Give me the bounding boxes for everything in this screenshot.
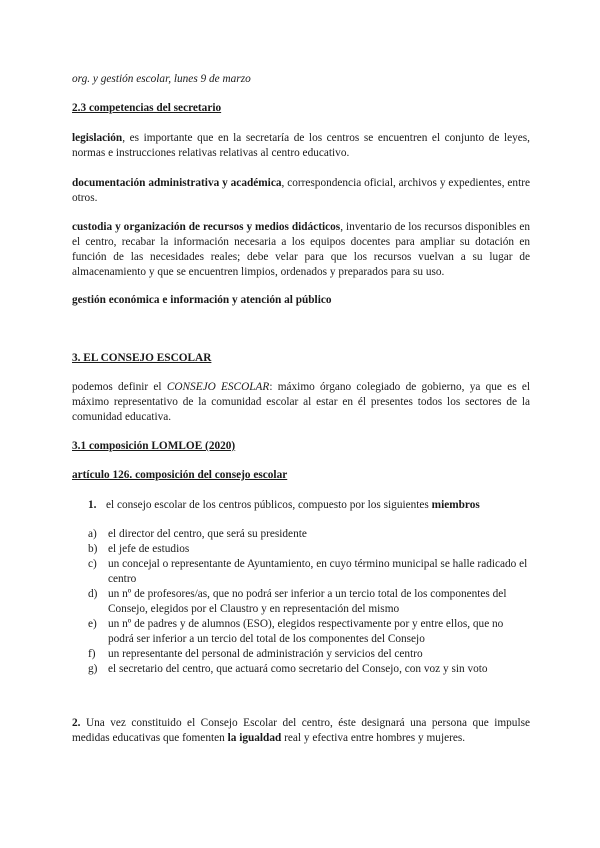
list-item: [88, 662, 528, 677]
paragraph-definicion: [72, 380, 530, 425]
page-header: org. y gestión escolar, lunes 9 de marzo: [72, 73, 251, 85]
list-item-label: b): [88, 543, 98, 555]
term-documentacion: documentación administrativa y académica: [72, 177, 282, 189]
members-list: [88, 527, 528, 677]
numbered-item-1: [88, 498, 528, 513]
paragraph-gestion: [72, 293, 530, 308]
item-text: real y efectiva entre hombres y mujeres.: [281, 732, 466, 744]
term-igualdad: la igualdad: [227, 732, 282, 744]
paragraph-documentacion: [72, 176, 530, 206]
paragraph-text: : máximo órgano colegiado de gobierno, ya que es el máximo representativo de la comunidad escolar al estar en él presentes todos los sectores de la comunidad educativa.: [72, 381, 531, 423]
paragraph-text: , inventario de los recursos disponibles en el centro, recabar la información necesaria a los equipos docentes para ampliar su dotación en función de las necesidades reales; debe velar para que los recursos vuelvan a su lugar de almacenamiento y que se encuentren limpios, ordenados y preparados para su uso.: [72, 221, 530, 278]
list-item: [88, 617, 528, 647]
paragraph-custodia: [72, 220, 530, 280]
subsection-heading-3-1: 3.1 composición LOMLOE (2020): [72, 440, 236, 452]
term-legislacion: legislación: [72, 132, 123, 144]
term-consejo-escolar: CONSEJO ESCOLAR: [166, 381, 270, 393]
paragraph-text: podemos definir el: [72, 381, 167, 393]
list-item-text: el secretario del centro, que actuará como secretario del Consejo, con voz y sin voto: [108, 663, 488, 675]
paragraph-text: , correspondencia oficial, archivos y expedientes, entre otros.: [72, 177, 530, 204]
list-item-label: f): [88, 648, 96, 660]
list-item: [88, 557, 528, 587]
list-item-label: g): [88, 663, 98, 675]
section-heading-2-3: 2.3 competencias del secretario: [72, 102, 222, 114]
section-heading-3: 3. EL CONSEJO ESCOLAR: [72, 352, 212, 364]
item-number: 1.: [88, 499, 97, 511]
list-item-text: el jefe de estudios: [108, 543, 190, 555]
list-item-text: un concejal o representante de Ayuntamiento, en cuyo término municipal se halle radicado el centro: [108, 558, 528, 585]
list-item-label: c): [88, 558, 97, 570]
term-custodia: custodia y organización de recursos y medios didácticos: [72, 221, 341, 233]
list-item-text: el director del centro, que será su presidente: [108, 528, 307, 540]
list-item-text: un nº de profesores/as, que no podrá ser inferior a un tercio total de los componentes del Consejo, elegidos por el Claustro y en representación del mismo: [108, 588, 507, 615]
list-item-label: d): [88, 588, 98, 600]
list-item-text: un representante del personal de administración y servicios del centro: [108, 648, 423, 660]
term-miembros: miembros: [431, 499, 480, 511]
list-item-label: a): [88, 528, 97, 540]
paragraph-text: , es importante que en la secretaría de los centros se encuentren el conjunto de leyes, normas e instrucciones relativas relativas al centro educativo.: [72, 132, 530, 159]
article-heading: artículo 126. composición del consejo escolar: [72, 469, 288, 481]
list-item: [88, 647, 528, 662]
numbered-item-2: [72, 716, 530, 746]
item-text: Una vez constituido el Consejo Escolar del centro, éste designará una persona que impulse medidas educativas que fomenten: [72, 717, 530, 744]
paragraph-legislacion: [72, 131, 530, 161]
list-item-label: e): [88, 618, 97, 630]
item-number: 2.: [72, 717, 81, 729]
list-item: [88, 527, 528, 542]
term-gestion: gestión económica e información y atención al público: [72, 294, 332, 306]
list-item: [88, 587, 528, 617]
list-item-text: un nº de padres y de alumnos (ESO), elegidos respectivamente por y entre ellos, que no podrá ser inferior a un tercio del total de los componentes del Consejo: [108, 618, 504, 645]
item-text: el consejo escolar de los centros públicos, compuesto por los siguientes: [106, 499, 432, 511]
list-item: [88, 542, 528, 557]
